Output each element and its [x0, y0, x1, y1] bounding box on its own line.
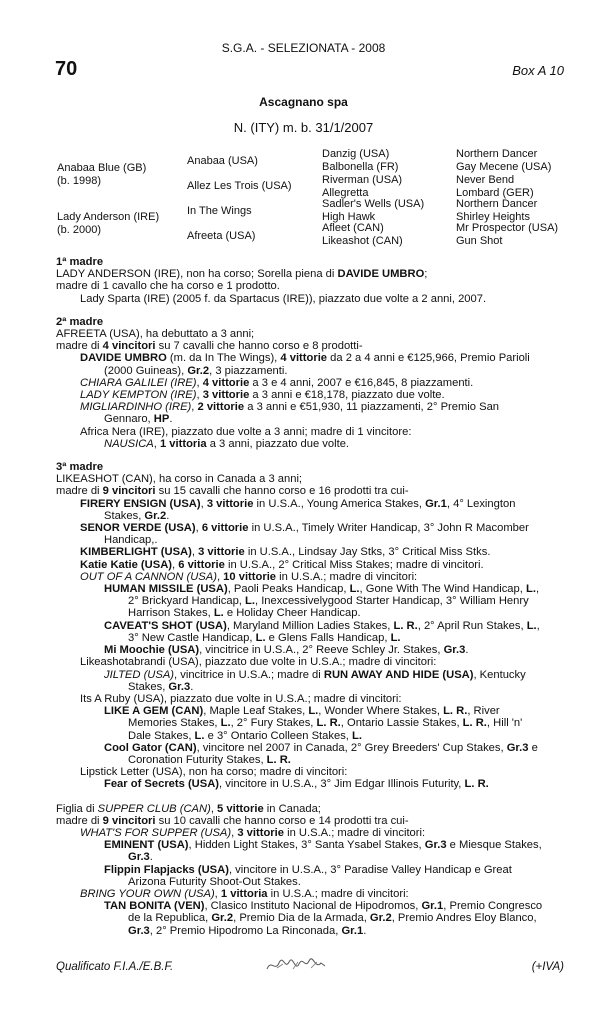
consignor: Ascagnano spa [259, 95, 348, 109]
section-first-dam: 1ª madre [56, 256, 104, 268]
section-second-dam: 2ª madre [56, 315, 104, 328]
gen3-1: Danzig (USA) [322, 148, 390, 160]
sire-sire: Anabaa (USA) [187, 155, 258, 167]
paragraph: OUT OF A CANNON (USA), 10 vittorie in U.S.A.; madre di vincitori: [80, 570, 418, 583]
gen3-4: Allegretta [322, 187, 369, 199]
paragraph: BRING YOUR OWN (USA), 1 vittoria in U.S.A.; madre di vincitori: [80, 887, 409, 900]
paragraph: Fear of Secrets (USA), vincitore in U.S.A., 3° Jim Edgar Illinois Futurity, L. R. [104, 778, 489, 791]
paragraph: AFREETA (USA), ha debuttato a 3 anni; [56, 328, 255, 341]
gen3-5: Sadler's Wells (USA) [322, 198, 425, 210]
gen4-7: Mr Prospector (USA) [456, 222, 559, 234]
paragraph: Katie Katie (USA), 6 vittorie in U.S.A., 2° Critical Miss Stakes; madre di vincitori. [80, 558, 484, 571]
gen4-8: Gun Shot [456, 235, 503, 247]
paragraph: TAN BONITA (VEN), Clasico Instituto Nacional de Hipodromos, Gr.1, Premio Congresco de la Republica, Gr.2, Premio Dia de la Armada, Gr.2, Premio Andres Eloy Blanco, Gr.3, 2° Premio Hipodromo La Rinconada, Gr.1. [104, 900, 543, 937]
sire-dam: Allez Les Trois (USA) [187, 180, 292, 192]
vat-note: (+IVA) [531, 961, 564, 973]
paragraph: Lady Sparta (IRE) (2005 f. da Spartacus (IRE)), piazzato due volte a 2 anni, 2007. [80, 292, 487, 305]
lot-number: 70 [55, 58, 78, 80]
paragraph: KIMBERLIGHT (USA), 3 vittorie in U.S.A., Lindsay Jay Stks, 3° Critical Miss Stks. [80, 546, 491, 559]
sire-year: (b. 1998) [57, 175, 102, 187]
dam-dam: Afreeta (USA) [187, 230, 256, 242]
dam: Lady Anderson (IRE) [57, 211, 160, 223]
paragraph: Lipstick Letter (USA), non ha corso; madre di vincitori: [80, 766, 348, 779]
paragraph: Cool Gator (CAN), vincitore nel 2007 in Canada, 2° Grey Breeders' Cup Stakes, Gr.3 e Coronation Futurity Stakes, L. R. [104, 741, 538, 766]
paragraph: HUMAN MISSILE (USA), Paoli Peaks Handicap, L., Gone With The Wind Handicap, L., 2° Brickyard Handicap, L., Inexcessivelygood Starter Handicap, 3° William Henry Harrison Stakes, L. e Holiday Cheer Handicap. [104, 583, 540, 620]
paragraph: DAVIDE UMBRO (m. da In The Wings), 4 vittorie da 2 a 4 anni e €125,966, Premio Parioli (2000 Guineas), Gr.2, 3 piazzamenti. [80, 352, 530, 377]
paragraph: CAVEAT'S SHOT (USA), Maryland Million Ladies Stakes, L. R., 2° April Run Stakes, L., 3° New Castle Handicap, L. e Glens Falls Handicap, L. [104, 619, 540, 644]
paragraph: FIRERY ENSIGN (USA), 3 vittorie in U.S.A., Young America Stakes, Gr.1, 4° Lexington Stakes, Gr.2. [80, 497, 516, 522]
paragraph: LADY KEMPTON (IRE), 3 vittorie a 3 anni e €18,178, piazzato due volte. [80, 389, 445, 402]
signature-mark [265, 954, 327, 976]
family-notes [56, 256, 544, 937]
paragraph: LIKE A GEM (CAN), Maple Leaf Stakes, L., Wonder Where Stakes, L. R., River Memories Stakes, L., 2° Fury Stakes, L. R., Ontario Lassie Stakes, L. R., Hill 'n' Dale Stakes, L. e 3° Ontario Colleen Stakes, L. [104, 705, 523, 742]
paragraph: Figlia di SUPPER CLUB (CAN), 5 vittorie in Canada; [56, 802, 321, 815]
gen4-2: Gay Mecene (USA) [456, 161, 552, 173]
gen4-1: Northern Dancer [456, 148, 538, 160]
dam-sire: In The Wings [187, 205, 252, 217]
horse-description: N. (ITY) m. b. 31/1/2007 [233, 120, 374, 135]
catalogue-header: S.G.A. - SELEZIONATA - 2008 [221, 41, 386, 55]
paragraph: madre di 9 vincitori su 10 cavalli che hanno corso e 14 prodotti tra cui- [56, 814, 409, 827]
paragraph: Likeashotabrandi (USA), piazzato due volte in U.S.A.; madre di vincitori: [80, 656, 437, 669]
gen3-3: Riverman (USA) [322, 174, 403, 186]
paragraph: madre di 4 vincitori su 7 cavalli che hanno corso e 8 prodotti- [56, 340, 363, 353]
paragraph: LADY ANDERSON (IRE), non ha corso; Sorella piena di DAVIDE UMBRO; [56, 268, 428, 281]
paragraph: NAUSICA, 1 vittoria a 3 anni, piazzato due volte. [104, 437, 350, 450]
gen4-5: Northern Dancer [456, 198, 538, 210]
paragraph: MIGLIARDINHO (IRE), 2 vittorie a 3 anni e €51,930, 11 piazzamenti, 2° Premio San Gennaro, HP. [80, 401, 500, 426]
gen4-6: Shirley Heights [456, 211, 530, 223]
sire: Anabaa Blue (GB) [57, 162, 147, 174]
paragraph: JILTED (USA), vincitrice in U.S.A.; madre di RUN AWAY AND HIDE (USA), Kentucky Stakes, Gr.3. [104, 668, 526, 693]
paragraph: EMINENT (USA), Hidden Light Stakes, 3° Santa Ysabel Stakes, Gr.3 e Miesque Stakes, Gr.3. [104, 839, 542, 864]
paragraph: WHAT'S FOR SUPPER (USA), 3 vittorie in U.S.A.; madre di vincitori: [80, 826, 426, 839]
gen4-4: Lombard (GER) [456, 187, 534, 199]
box-label: Box A 10 [512, 63, 564, 78]
paragraph: madre di 9 vincitori su 15 cavalli che hanno corso e 16 prodotti tra cui- [56, 485, 409, 498]
paragraph: Africa Nera (IRE), piazzato due volte a 3 anni; madre di 1 vincitore: [80, 425, 412, 438]
gen3-8: Likeashot (CAN) [322, 235, 403, 247]
paragraph: Mi Moochie (USA), vincitrice in U.S.A., 2° Reeve Schley Jr. Stakes, Gr.3. [104, 644, 469, 657]
paragraph: CHIARA GALILEI (IRE), 4 vittorie a 3 e 4 anni, 2007 e €16,845, 8 piazzamenti. [80, 376, 474, 389]
section-third-dam: 3ª madre [56, 461, 104, 474]
qualification-note: Qualificato F.I.A./E.B.F. [56, 961, 174, 973]
gen3-7: Afleet (CAN) [322, 222, 384, 234]
gen3-2: Balbonella (FR) [322, 161, 399, 173]
paragraph: Its A Ruby (USA), piazzato due volte in U.S.A.; madre di vincitori: [80, 692, 402, 705]
paragraph: SENOR VERDE (USA), 6 vittorie in U.S.A., Timely Writer Handicap, 3° John R Macomber Handicap,. [80, 522, 529, 547]
gen3-6: High Hawk [322, 211, 376, 223]
paragraph: LIKEASHOT (CAN), ha corso in Canada a 3 anni; [56, 473, 303, 486]
gen4-3: Never Bend [456, 174, 515, 186]
paragraph: madre di 1 cavallo che ha corso e 1 prodotto. [56, 280, 280, 293]
paragraph: Flippin Flapjacks (USA), vincitore in U.S.A., 3° Paradise Valley Handicap e Great Arizona Futurity Shoot-Out Stakes. [104, 863, 512, 888]
dam-year: (b. 2000) [57, 224, 102, 236]
